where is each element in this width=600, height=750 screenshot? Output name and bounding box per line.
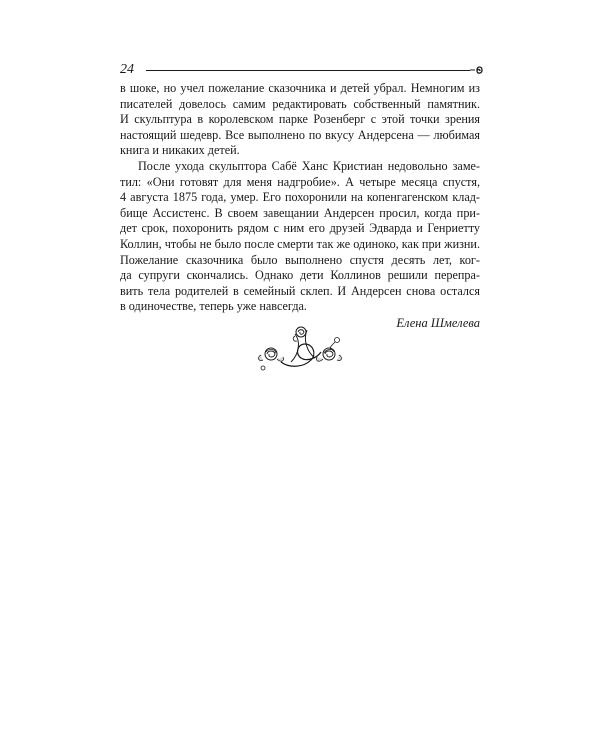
author-signature: Елена Шмелева <box>396 316 480 330</box>
header-rule <box>146 70 470 71</box>
text-line: настоящий шедевр. Все выполнено по вкусу Андерсена — любимая <box>120 127 480 142</box>
text-line: в шоке, но учел пожелание сказочника и детей убрал. Немногим из <box>120 81 480 95</box>
rose-vignette-icon <box>251 322 349 376</box>
rose-left <box>259 348 284 361</box>
paragraph <box>120 159 480 315</box>
text-line: И скульптура в королевском парке Розенберг с этой точки зрения <box>120 112 480 127</box>
text-line: 4 августа 1875 года, умер. Его похоронили на копенгагенском клад- <box>120 190 480 205</box>
text-line: в одиночестве, теперь уже навсегда. <box>120 299 307 314</box>
running-header <box>120 62 484 78</box>
text-line: да супруги скончались. Однако дети Коллинов решили перепра- <box>120 268 480 283</box>
text-line: бище Ассистенс. В своем завещании Андерсен просил, когда при- <box>120 205 480 220</box>
text-line: После ухода скульптора Сабё Ханс Кристиан недовольно заме- <box>138 158 480 173</box>
page-number: 24 <box>120 62 134 77</box>
text-line: Пожелание сказочника было выполнено спустя десять лет, ког- <box>120 252 480 267</box>
text-line: книга и никаких детей. <box>120 143 240 158</box>
text-line: тил: «Они готовят для меня надгробие». А четыре месяца спустя, <box>120 174 480 189</box>
rose-right <box>316 348 341 361</box>
article-body <box>120 81 480 315</box>
text-line: писателей довелось самим редактировать собственный памятник. <box>120 96 480 111</box>
scroll-ornament-icon <box>468 62 484 78</box>
text-line: Коллин, чтобы не было после смерти так же одиноко, как при жизни. <box>120 236 480 251</box>
text-line: дет срок, похоронить рядом с ним его друзей Эдварда и Генриетту <box>120 221 480 236</box>
paragraph <box>120 81 480 159</box>
text-line: вить тела родителей в семейный склеп. И Андерсен снова остался <box>120 283 480 298</box>
